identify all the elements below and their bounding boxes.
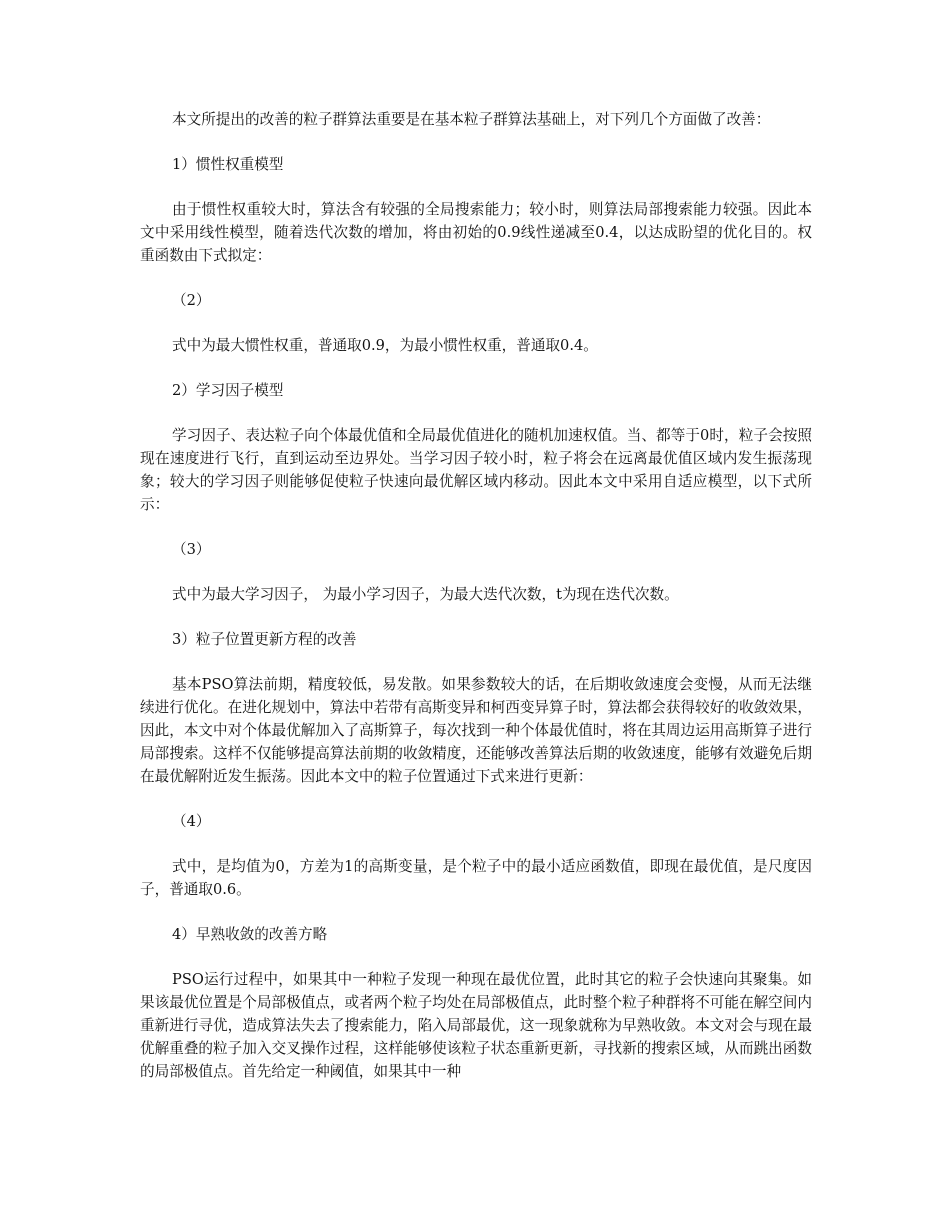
paragraph-intro: 本文所提出的改善的粒子群算法重要是在基本粒子群算法基础上，对下列几个方面做了改善：	[172, 111, 771, 128]
equation-number-2: （2）	[172, 292, 211, 309]
section-heading-position-update: 3）粒子位置更新方程的改善	[172, 631, 357, 648]
paragraph-premature-convergence: PSO运行过程中，如果其中一种粒子发现一种现在最优位置，此时其它的粒子会快速向其聚集。如果该最优位置是个局部极值点，或者两个粒子均处在局部极值点，此时整个粒子种群将不可能在解空间内重新进行寻优，造成算法失去了搜索能力，陷入局部最优，这一现象就称为早熟收敛。本文对会与现在最优解重叠的粒子加入交叉操作过程，这样能够使该粒子状态重新更新，寻找新的搜索区域，从而跳出函数的局部极值点。首先给定一种阈值，如果其中一种	[140, 971, 812, 1080]
section-heading-learning-factor: 2）学习因子模型	[172, 382, 284, 399]
paragraph-position-update: 基本PSO算法前期，精度较低，易发散。如果参数较大的话，在后期收敛速度会变慢，从而无法继续进行优化。在进化规划中，算法中若带有高斯变异和柯西变异算子时，算法都会获得较好的收敛效果，因此，本文中对个体最优解加入了高斯算子，每次找到一种个体最优值时，将在其周边运用高斯算子进行局部搜索。这样不仅能够提高算法前期的收敛精度，还能够改善算法后期的收敛速度，能够有效避免后期在最优解附近发生振荡。因此本文中的粒子位置通过下式来进行更新：	[140, 676, 812, 785]
document-page	[140, 108, 812, 1105]
paragraph-position-explain: 式中，是均值为0，方差为1的高斯变量，是个粒子中的最小适应函数值，即现在最优值，是尺度因子，普通取0.6。	[140, 858, 812, 898]
paragraph-learning-factor: 学习因子、表达粒子向个体最优值和全局最优值进化的随机加速权值。当、都等于0时，粒子会按照现在速度进行飞行，直到运动至边界处。当学习因子较小时，粒子将会在远离最优值区域内发生振荡现象；较大的学习因子则能够促使粒子快速向最优解区域内移动。因此本文中采用自适应模型，以下式所示：	[140, 427, 812, 513]
paragraph-inertia-explain: 式中为最大惯性权重，普通取0.9，为最小惯性权重，普通取0.4。	[172, 337, 598, 354]
section-heading-premature-convergence: 4）早熟收敛的改善方略	[172, 926, 328, 943]
paragraph-learning-explain: 式中为最大学习因子， 为最小学习因子，为最大迭代次数，t为现在迭代次数。	[172, 586, 679, 603]
equation-number-3: （3）	[172, 541, 211, 558]
paragraph-inertia-weight: 由于惯性权重较大时，算法含有较强的全局搜索能力；较小时，则算法局部搜索能力较强。因此本文中采用线性模型，随着迭代次数的增加，将由初始的0.9线性递减至0.4，以达成盼望的优化目的。权重函数由下式拟定：	[140, 201, 812, 264]
equation-number-4: （4）	[172, 813, 211, 830]
section-heading-inertia-weight: 1）惯性权重模型	[172, 156, 284, 173]
